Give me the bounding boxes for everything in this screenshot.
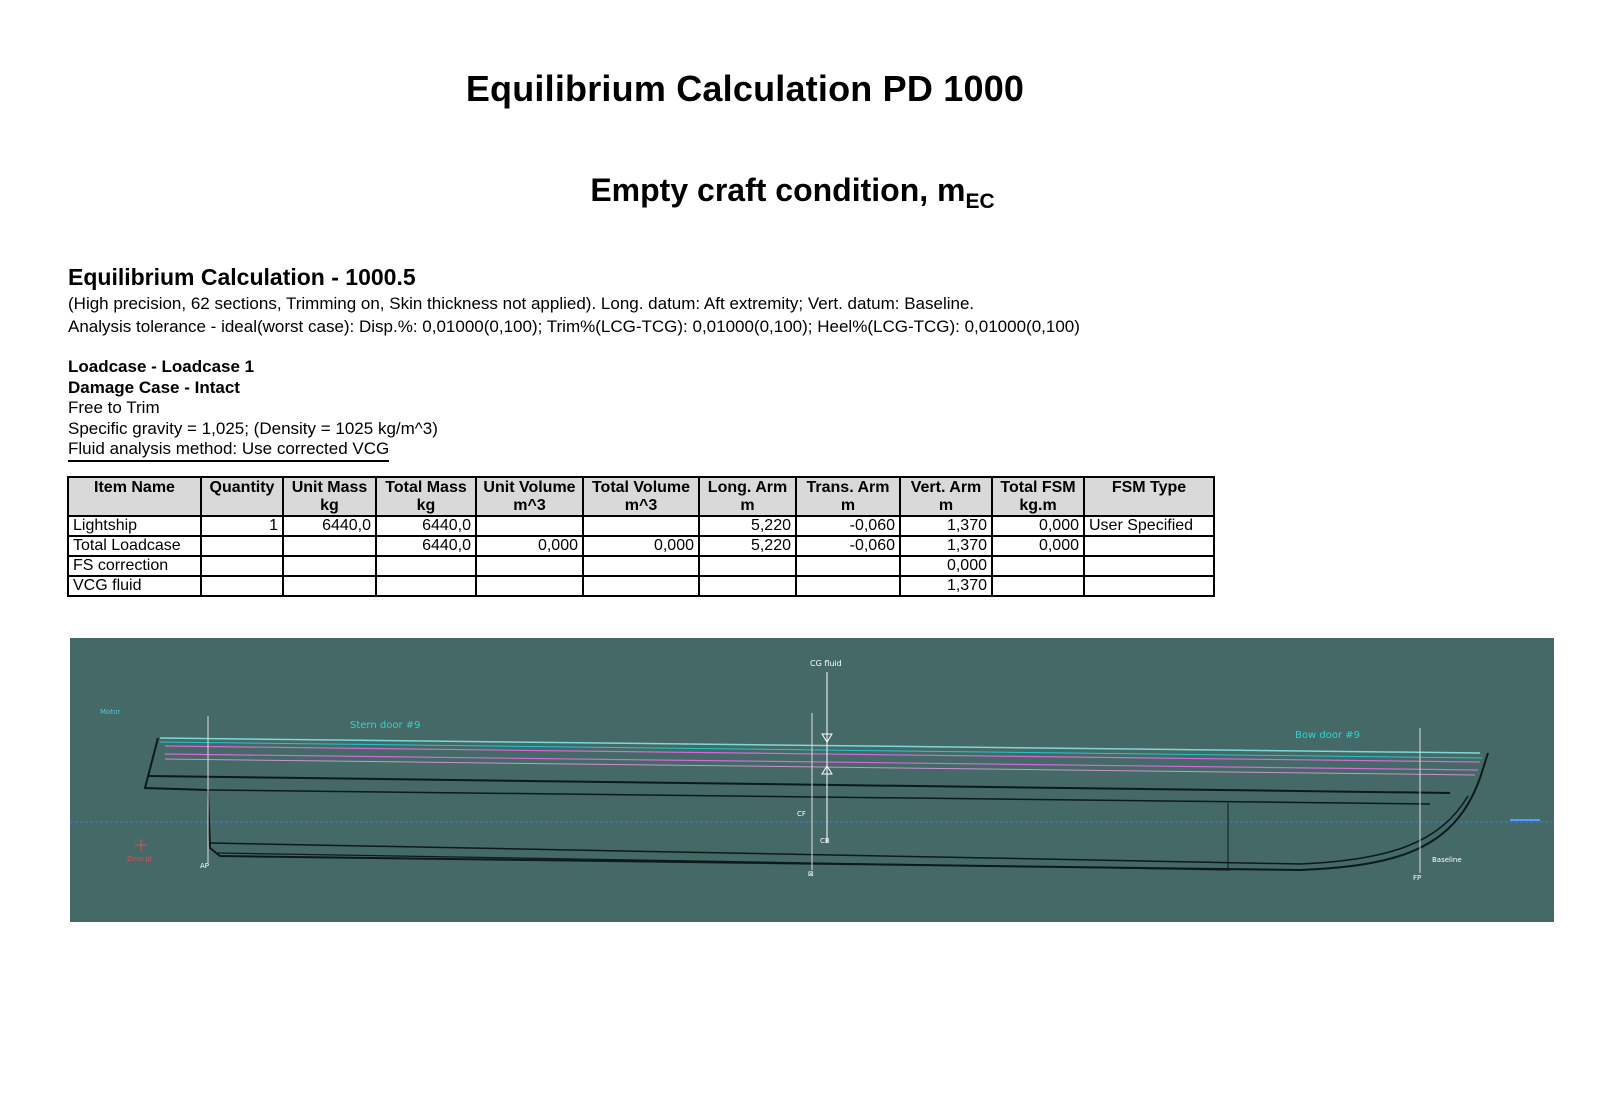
col-header: Trans. Arm m (796, 477, 900, 516)
section-settings-line: (High precision, 62 sections, Trimming on, Skin thickness not applied). Long. datum: Aft extremity; Vert. datum: Baseline. (68, 294, 975, 313)
ap-label: AP (200, 862, 210, 870)
table-cell: 0,000 (992, 536, 1084, 556)
col-header: Long. Arm m (699, 477, 796, 516)
bow-door-label: Bow door #9 (1295, 730, 1360, 741)
table-header-row (68, 477, 1214, 516)
table-cell: 1,370 (900, 576, 992, 596)
table-row (68, 576, 1214, 596)
table-cell (699, 556, 796, 576)
table-cell: FS correction (68, 556, 201, 576)
table-cell (583, 576, 699, 596)
col-header: Unit Volume m^3 (476, 477, 583, 516)
hull-profile-drawing (70, 638, 1554, 922)
table-cell: 0,000 (900, 556, 992, 576)
keel-line (218, 853, 1230, 870)
table-cell (992, 576, 1084, 596)
deck-line-top (160, 738, 1480, 753)
table-cell (583, 556, 699, 576)
col-header: Vert. Arm m (900, 477, 992, 516)
deck-line-magenta-2 (165, 754, 1478, 770)
table-cell: 5,220 (699, 536, 796, 556)
page-subtitle (0, 172, 1585, 214)
zero-pt-label: Zero pt (127, 855, 153, 863)
section-heading: Equilibrium Calculation - 1000.5 (68, 264, 416, 290)
hull-bottom-line (210, 796, 1468, 864)
table-row (68, 516, 1214, 536)
table-cell: 1 (201, 516, 283, 536)
table-cell: Total Loadcase (68, 536, 201, 556)
col-header: Total Volume m^3 (583, 477, 699, 516)
baseline-label: Baseline (1432, 856, 1462, 864)
fluid-analysis-method: Fluid analysis method: Use corrected VCG (68, 439, 389, 462)
table-row (68, 556, 1214, 576)
chine-line (148, 776, 1450, 793)
table-cell (283, 556, 376, 576)
table-cell (1084, 556, 1214, 576)
table-cell: 1,370 (900, 516, 992, 536)
stern-door-label: Stern door #9 (350, 720, 421, 731)
table-cell: 6440,0 (376, 516, 476, 536)
loadcase-info (68, 357, 438, 462)
table-cell: 6440,0 (283, 516, 376, 536)
specific-gravity: Specific gravity = 1,025; (Density = 1025 kg/m^3) (68, 418, 438, 438)
table-cell (796, 556, 900, 576)
hull-profile-svg (70, 638, 1554, 922)
cb-label: CB (820, 837, 830, 845)
table-cell (201, 556, 283, 576)
deck-line-cyan (160, 742, 1482, 758)
table-cell (1084, 536, 1214, 556)
table-cell (1084, 576, 1214, 596)
page-title: Equilibrium Calculation PD 1000 (465, 68, 1025, 109)
subtitle-subscript: EC (965, 190, 995, 213)
table-cell: 0,000 (476, 536, 583, 556)
col-header: Total FSM kg.m (992, 477, 1084, 516)
table-cell: 0,000 (583, 536, 699, 556)
table-cell (376, 576, 476, 596)
table-cell (583, 516, 699, 536)
chine-line-2 (208, 790, 1430, 804)
loadcase-name: Loadcase - Loadcase 1 (68, 357, 255, 376)
cg-fluid-label: CG fluid (810, 659, 842, 668)
table-cell (201, 576, 283, 596)
section-tolerance-line: Analysis tolerance - ideal(worst case): Disp.%: 0,01000(0,100); Trim%(LCG-TCG): 0,01000(0,100); Heel%(LCG-TCG): 0,01000(0,100) (68, 317, 1080, 336)
table-cell (476, 516, 583, 536)
motor-label: Motor (100, 708, 121, 716)
col-header: Total Mass kg (376, 477, 476, 516)
col-header: Quantity (201, 477, 283, 516)
col-header: FSM Type (1084, 477, 1214, 516)
cf-label: CF (797, 810, 806, 818)
table-cell (796, 576, 900, 596)
table-cell (283, 576, 376, 596)
trim-setting: Free to Trim (68, 398, 160, 417)
table-cell: 0,000 (992, 516, 1084, 536)
damage-case: Damage Case - Intact (68, 377, 240, 397)
midship-label: ⊠ (808, 870, 814, 878)
table-cell: 1,370 (900, 536, 992, 556)
table-cell (476, 576, 583, 596)
table-cell: User Specified (1084, 516, 1214, 536)
table-cell: 6440,0 (376, 536, 476, 556)
table-cell (283, 536, 376, 556)
loadcase-table (67, 476, 1215, 597)
table-cell: -0,060 (796, 536, 900, 556)
table-row (68, 536, 1214, 556)
table-cell (992, 556, 1084, 576)
hull-outline (145, 738, 1488, 870)
table-cell (476, 556, 583, 576)
col-header: Unit Mass kg (283, 477, 376, 516)
deck-line-magenta-1 (165, 746, 1480, 762)
col-header: Item Name (68, 477, 201, 516)
table-cell (201, 536, 283, 556)
subtitle-text: Empty craft condition, m (590, 172, 966, 208)
fp-label: FP (1413, 874, 1422, 882)
table-cell: Lightship (68, 516, 201, 536)
calculation-section (68, 262, 1268, 338)
table-cell: VCG fluid (68, 576, 201, 596)
table-cell: -0,060 (796, 516, 900, 536)
table-cell (376, 556, 476, 576)
table-cell: 5,220 (699, 516, 796, 536)
table-cell (699, 576, 796, 596)
